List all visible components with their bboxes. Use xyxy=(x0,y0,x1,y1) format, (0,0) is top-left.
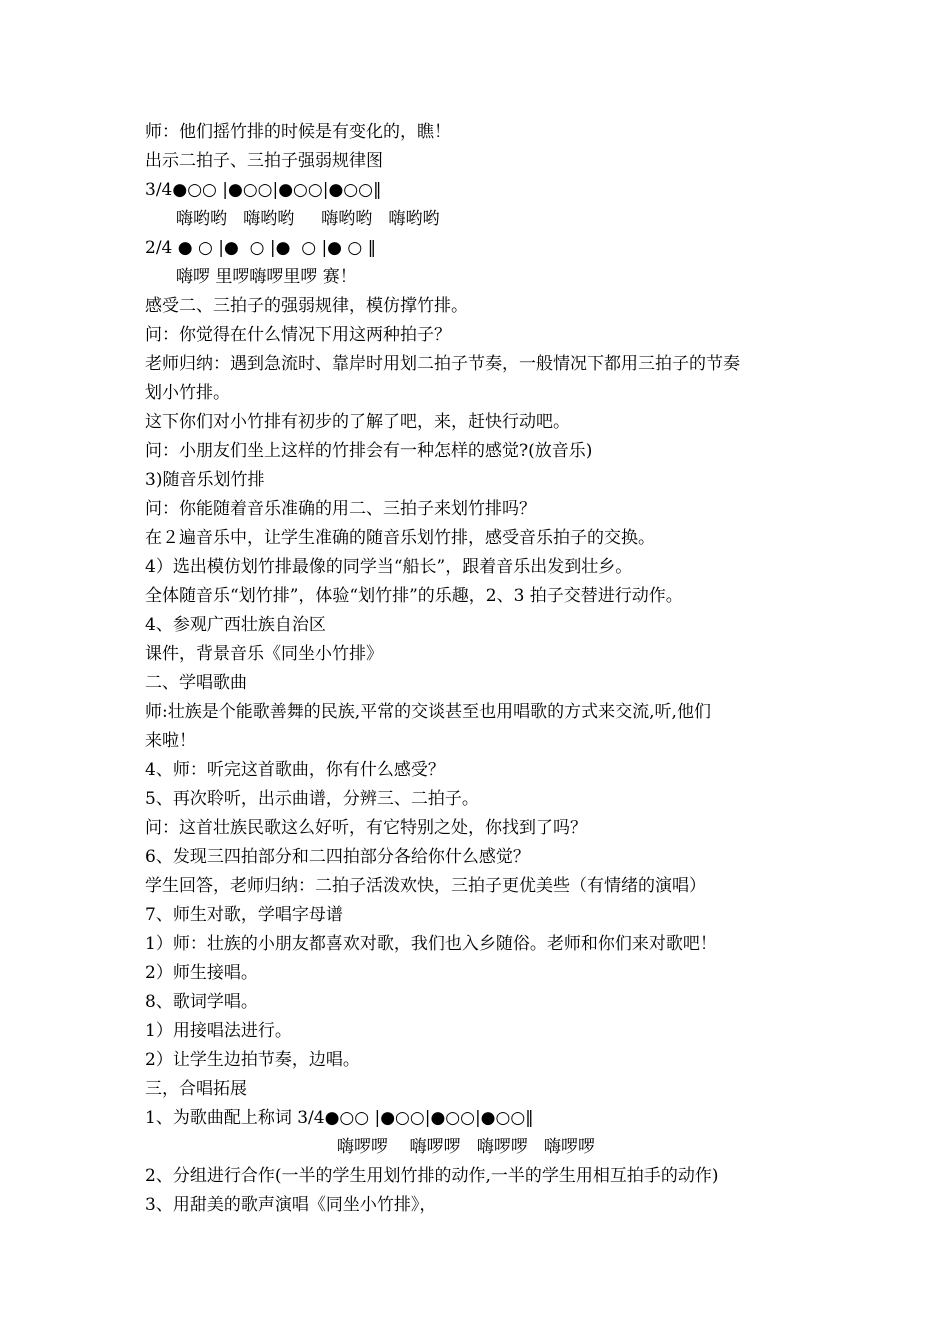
text-line: 师：他们摇竹排的时候是有变化的，瞧！ xyxy=(145,122,451,142)
text-line: 问：你能随着音乐准确的用二、三拍子来划竹排吗？ xyxy=(145,499,536,519)
text-line: 全体随音乐“划竹排”，体验“划竹排”的乐趣，2、3 拍子交替进行动作。 xyxy=(145,586,683,606)
rhythm-notation-line: 2/4 ● ○ |● ○ |● ○ |● ○ ‖ xyxy=(145,238,377,258)
text-line: 来啦！ xyxy=(145,731,196,751)
rhythm-notation-line: 3/4●○○ |●○○|●○○|●○○‖ xyxy=(145,180,382,200)
text-line: 学生回答，老师归纳：二拍子活泼欢快，三拍子更优美些（有情绪的演唱） xyxy=(145,876,706,896)
text-line: 8、歌词学唱。 xyxy=(145,992,258,1012)
text-line: 3)随音乐划竹排 xyxy=(145,470,265,490)
text-line: 问：小朋友们坐上这样的竹排会有一种怎样的感觉?(放音乐) xyxy=(145,441,593,461)
text-line: 这下你们对小竹排有初步的了解了吧，来，赶快行动吧。 xyxy=(145,412,570,432)
text-line: 6、发现三四拍部分和二四拍部分各给你什么感觉？ xyxy=(145,847,530,867)
section-heading: 二、学唱歌曲 xyxy=(145,673,247,693)
text-line: 2、分组进行合作(一半的学生用划竹排的动作,一半的学生用相互拍手的动作) xyxy=(145,1166,719,1186)
text-line: 老师归纳：遇到急流时、靠岸时用划二拍子节奏，一般情况下都用三拍子的节奏 xyxy=(145,354,740,374)
rhythm-lyrics-line: 嗨啰啰 嗨啰啰 嗨啰啰 嗨啰啰 xyxy=(337,1137,596,1157)
text-line: 5、再次聆听，出示曲谱，分辨三、二拍子。 xyxy=(145,789,479,809)
text-line: 7、师生对歌，学唱字母谱 xyxy=(145,905,343,925)
text-line: 1）师：壮族的小朋友都喜欢对歌，我们也入乡随俗。老师和你们来对歌吧！ xyxy=(145,934,717,954)
text-line: 感受二、三拍子的强弱规律，模仿撑竹排。 xyxy=(145,296,468,316)
text-line: 在２遍音乐中，让学生准确的随音乐划竹排，感受音乐拍子的交换。 xyxy=(145,528,655,548)
text-line: 师:壮族是个能歌善舞的民族,平常的交谈甚至也用唱歌的方式来交流,听,他们 xyxy=(145,702,711,722)
text-line: 3、用甜美的歌声演唱《同坐小竹排》， xyxy=(145,1195,437,1215)
text-line: 4、参观广西壮族自治区 xyxy=(145,615,326,635)
text-line: 问：你觉得在什么情况下用这两种拍子？ xyxy=(145,325,451,345)
rhythm-lyrics-line: 嗨啰 里啰嗨啰里啰 赛！ xyxy=(176,267,357,287)
rhythm-notation-line: 1、为歌曲配上称词 3/4●○○ |●○○|●○○|●○○‖ xyxy=(145,1108,534,1128)
rhythm-lyrics-line: 嗨哟哟 嗨哟哟 嗨哟哟 嗨哟哟 xyxy=(176,209,440,229)
text-line: 划小竹排。 xyxy=(145,383,230,403)
text-line: 2）让学生边拍节奏，边唱。 xyxy=(145,1050,360,1070)
text-line: 4）选出模仿划竹排最像的同学当“船长”，跟着音乐出发到壮乡。 xyxy=(145,557,633,577)
text-line: 课件，背景音乐《同坐小竹排》 xyxy=(145,644,383,664)
text-line: 出示二拍子、三拍子强弱规律图 xyxy=(145,151,383,171)
text-line: 1）用接唱法进行。 xyxy=(145,1021,292,1041)
text-line: 4、师：听完这首歌曲，你有什么感受？ xyxy=(145,760,445,780)
section-heading: 三，合唱拓展 xyxy=(145,1079,247,1099)
text-line: 2）师生接唱。 xyxy=(145,963,258,983)
text-line: 问：这首壮族民歌这么好听，有它特别之处，你找到了吗？ xyxy=(145,818,587,838)
